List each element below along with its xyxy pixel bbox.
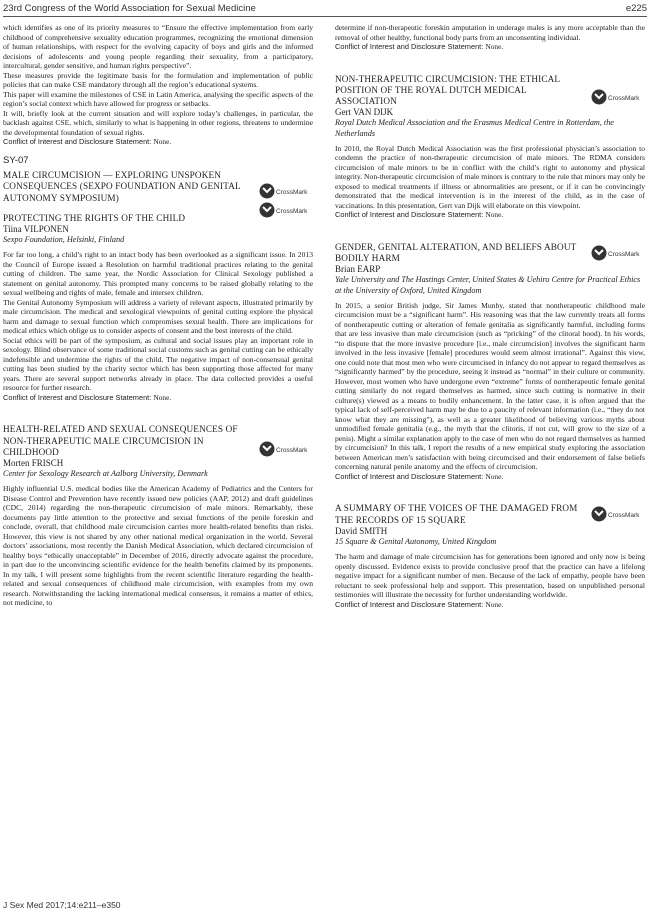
intro-paragraph: These measures provide the legitimate basis for the formulation and implementation of public policies that can make CSE mandatory through all the region’s educational systems.	[3, 70, 313, 89]
crossmark-icon[interactable]	[259, 440, 313, 458]
session-id: SY-07	[3, 154, 29, 166]
left-column	[3, 23, 313, 608]
abstract-title: NON-THERAPEUTIC CIRCUMCISION: THE ETHICAL POSITION OF THE ROYAL DUTCH MEDICAL ASSOCIATION	[335, 73, 560, 107]
svg-text:CrossMark: CrossMark	[276, 447, 308, 455]
abstract-paragraph: The Genital Autonomy Symposium will address a variety of relevant aspects, illustrated primarily by male circumcision. The medical and sexological viewpoints of genital cutting explore the physical harm and damage to sexual function which compromises sexual health. There are implications for medical ethics which oblige us to consider aspects of consent and the best interests of the child.	[3, 297, 313, 336]
abstract-gender-alteration	[335, 242, 645, 482]
symposium-heading	[3, 170, 313, 204]
abstract-title: A SUMMARY OF THE VOICES OF THE DAMAGED FROM THE RECORDS OF 15 SQUARE	[335, 503, 578, 525]
abstract-dutch-position	[335, 74, 645, 220]
abstract-health-consequences	[3, 424, 313, 608]
header-rule	[3, 16, 647, 17]
coi-statement: Conflict of Interest and Disclosure Statement: None.	[335, 599, 504, 609]
svg-text:CrossMark: CrossMark	[608, 94, 640, 102]
intro-paragraph: It will, briefly look at the current situation and will explore today’s challenges, in particular, the backlash against CSE, which, similarly to what is happening in other regions, threatens to undermine the developmental foundation of sexual rights.	[3, 108, 313, 137]
abstract-paragraph: In 2010, the Royal Dutch Medical Association was the first professional physician’s association to condemn the practice of non-therapeutic circumcision of male minors. The RDMA considers circumcision of male minors to be in conflict with the child’s right to autonomy and physical integrity. Non-therapeutic circumcision of male minors is contrary to the rule that minors may only be exposed to medical treatments if illness or abnormalities are present, or if it can be convincingly demonstrated that the medical intervention is in the interest of the child, as in the case of vaccinations. In this presentation, Gert van Dijk will elaborate on this viewpoint.	[335, 143, 645, 210]
abstract-affiliation: 15 Square & Genital Autonomy, United Kingdom	[335, 536, 497, 546]
abstract-paragraph: Social ethics will be part of the symposium, as cultural and social issues play an important role in sexology. Blind observance of some traditional social customs such as genital cutting can be ethically indefensible and undermine the rights of the child. The negative impact of non-consensual genital cutting has been studied by the charity sector which has been supporting those affected for many years. There are several support networks already in place. The data collected provides a useful resource for further research.	[3, 335, 313, 393]
abstract-author: Brian EARP	[335, 264, 381, 275]
crossmark-icon[interactable]	[591, 88, 645, 106]
abstract-title: HEALTH-RELATED AND SEXUAL CONSEQUENCES OF NON-THERAPEUTIC MALE CIRCUMCISION IN CHILDHOOD	[3, 424, 238, 457]
abstract-paragraph: Highly influential U.S. medical bodies like the American Academy of Pediatrics and the Centers for Disease Control and Prevention have recently issued new policies (AAP, 2012) and draft guidelines (CDC, 2014) regarding the non-therapeutic circumcision of male minors. Remarkably, these documents pay little attention to the protective and sexual functions of the penile foreskin and conclude, overall, that childhood male circumcision carries more health-related benefits than risks. However, this view is not shared by any other national medical organization in the world. Several doctors’ associations, most recently the Danish Medical Association, which declared circumcision of healthy boys “ethically unacceptable” in December of 2016, directly advocate against the procedure, in part due to the unconvincing scientific evidence for the health benefits claimed by its proponents. In my talk, I will present some highlights from the recent scientific literature regarding the health-related and sexual consequences of childhood male circumcision, with examples from my own research. Notwithstanding the lacking international medical consensus, it remains a matter of ethics, not medicine, to	[3, 484, 313, 608]
coi-statement: Conflict of Interest and Disclosure Statement: None.	[3, 392, 172, 402]
abstract-author: David SMITH	[335, 525, 388, 536]
running-header	[3, 3, 647, 16]
abstract-affiliation: Yale University and The Hastings Center, United States & Uehiro Centre for Practical Ethics at the University of Oxford, United Kingdom	[335, 275, 641, 295]
abstract-title: PROTECTING THE RIGHTS OF THE CHILD	[3, 212, 186, 223]
abstract-paragraph: The harm and damage of male circumcision has for generations been ignored and only now is being openly discussed. Evidence exists to provide conclusive proof that the practice can have a lifelong negative impact for a significant number of men. Because of the lack of empathy, people have been reluctant to seek professional help and support. This presentation, based on unpublished personal testimonies will illustrate the necessity for further understanding worldwide.	[335, 552, 645, 600]
abstract-affiliation: Sexpo Foundation, Helsinki, Finland	[3, 235, 125, 245]
crossmark-icon[interactable]	[591, 505, 645, 523]
intro-paragraph: This paper will examine the milestones of CSE in Latin America, analysing the specific aspects of the region’s social context which have allowed for progress or setbacks.	[3, 89, 313, 108]
abstract-paragraph: In 2015, a senior British judge, Sir James Munby, stated that nontherapeutic childhood male circumcision must be a “significant harm”. His reasoning was that the law currently treats all forms of nontherapeutic cutting or alteration of female genitalia as significantly harmful, including forms that are less invasive than male circumcision (such as “pricking” of the clitoral hood). In his words, “to dispute that the more invasive procedure [i.e., male circumcision] involves the significant harm involved in the less invasive [female] procedures would seem almost irrational”. Against this view, one could note that most men who were circumcised in infancy do not appear to regard themselves as “significantly harmed” by the procedure, seeing it instead as “normal” in their culture or community. However, most women who have undergone even “extreme” forms of nontherapeutic female genital cutting similarly do not regard themselves as harmed, since such cutting is normative in their culture(s) viewed as a means to bodily enhancement. In the latter case, it is often argued that the typical lack of self-perceived harm may be due to a paucity of relevant information (i.e., “they do not know what they are missing”), as well as a greater likelihood of believing various myths about unmodified female genitalia (e.g., the myth that the clitoris, if not cut, will grow to the size of a penis). Might a similar explanation apply to the case of men who do not regard themselves as harmed by circumcision? In this talk, I report the results of a new empirical study exploring the association between American men’s satisfaction with being circumcised and their endorsement of false beliefs concerning natural penile anatomy and the effects of circumcision.	[335, 300, 645, 472]
coi-statement: Conflict of Interest and Disclosure Statement: None.	[335, 42, 504, 51]
crossmark-icon[interactable]	[259, 182, 313, 200]
abstract-affiliation: Center for Sexology Research at Aalborg University, Denmark	[3, 469, 208, 479]
svg-text:CrossMark: CrossMark	[276, 207, 308, 215]
abstract-protecting-rights	[3, 207, 313, 403]
abstract-author: Gert VAN DIJK	[335, 107, 394, 118]
footer-citation: J Sex Med 2017;14:e211–e350	[3, 900, 121, 910]
crossmark-icon[interactable]	[259, 201, 313, 219]
right-column	[335, 23, 645, 609]
coi-statement: Conflict of Interest and Disclosure Statement: None.	[335, 210, 504, 220]
abstract-author: Tiina VILPONEN	[3, 224, 69, 235]
continuation-paragraph: determine if non-therapeutic foreskin amputation in underage males is any more acceptable than the removal of other healthy, functional body parts from an unconsenting individual.	[335, 23, 645, 42]
abstract-affiliation: Royal Dutch Medical Association and the Erasmus Medical Centre in Rotterdam, the Netherlands	[335, 118, 614, 138]
abstract-title: GENDER, GENITAL ALTERATION, AND BELIEFS ABOUT BODILY HARM	[335, 241, 577, 264]
symposium-title: MALE CIRCUMCISION — EXPLORING UNSPOKEN CONSEQUENCES (SEXPO FOUNDATION AND GENITAL AUTONOMY SYMPOSIUM)	[3, 170, 241, 203]
intro-paragraph: which identifies as one of its priority measures to “Ensure the effective implementation from early childhood of comprehensive sexuality education programmes, recognizing the emotional dimension of human relationships, with respect for the evolving capacity of boys and girls and the informed decisions of adolescents and young people regarding their sexuality, from a participatory, intercultural, gender sensitive, and human rights perspective”.	[3, 23, 313, 70]
coi-statement: Conflict of Interest and Disclosure Statement: None.	[335, 471, 504, 481]
crossmark-icon[interactable]	[591, 244, 645, 262]
abstract-voices-damaged	[335, 503, 645, 609]
svg-text:CrossMark: CrossMark	[608, 250, 640, 258]
coi-statement: Conflict of Interest and Disclosure Statement: None.	[3, 137, 172, 146]
page-number: e225	[625, 3, 647, 14]
journal-title: 23rd Congress of the World Association for Sexual Medicine	[3, 3, 256, 14]
abstract-paragraph: For far too long, a child’s right to an intact body has been overlooked as a significant issue. In 2013 the Council of Europe issued a Resolution on harmful traditional practices relating to the genital cutting of children. The same year, the Nordic Association for Clinical Sexology published a statement on genital autonomy. This prompted many concerns to be raised globally relating to the sexual wellbeing and rights of male, female and intersex children.	[3, 250, 313, 298]
abstract-author: Morten FRISCH	[3, 458, 64, 469]
svg-text:CrossMark: CrossMark	[276, 189, 308, 196]
svg-text:CrossMark: CrossMark	[608, 512, 640, 520]
